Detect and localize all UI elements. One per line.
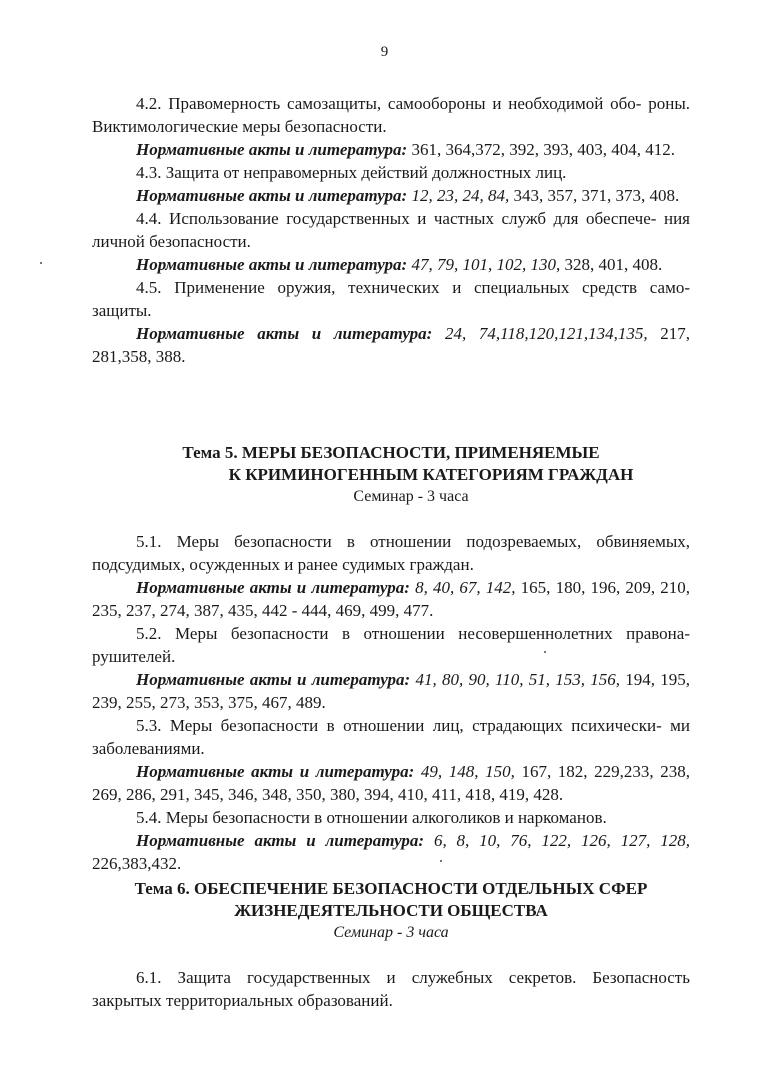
item-4-4-literature: Нормативные акты и литература: 47, 79, 101, 102, 130, 328, 401, 408. xyxy=(136,255,663,274)
item-6-1: 6.1. Защита государственных и служебных секретов. Безопасность закрытых территориальных образований. xyxy=(92,968,690,1010)
topic-5-seminar: Семинар - 3 часа xyxy=(353,488,469,505)
item-4-3-literature: Нормативные акты и литература: 12, 23, 24, 84, 343, 357, 371, 373, 408. xyxy=(136,186,680,205)
item-4-2: 4.2. Правомерность самозащиты, самообороны и необходимой обо- роны. Виктимологические меры безопасности. xyxy=(92,94,691,136)
item-4-3: 4.3. Защита от неправомерных действий должностных лиц. xyxy=(136,163,567,182)
item-4-4: 4.4. Использование государственных и частных служб для обеспече- ния личной безопасности. xyxy=(92,209,690,251)
topic-6-seminar: Семинар - 3 часа xyxy=(333,924,449,941)
topic-6-title-line1: Тема 6. ОБЕСПЕЧЕНИЕ БЕЗОПАСНОСТИ ОТДЕЛЬНЫХ СФЕР xyxy=(134,879,648,898)
item-5-3: 5.3. Меры безопасности в отношении лиц, страдающих психически- ми заболеваниями. xyxy=(92,716,691,758)
item-5-4-literature: Нормативные акты и литература: 6, 8, 10, 76, 122, 126, 127, 128, 226,383,432. xyxy=(92,831,691,873)
scan-speck xyxy=(440,860,442,862)
scan-speck xyxy=(544,651,546,653)
item-5-4: 5.4. Меры безопасности в отношении алкоголиков и наркоманов. xyxy=(136,808,607,827)
topic-6-heading xyxy=(92,878,690,944)
page-number: 9 xyxy=(380,44,389,60)
item-5-2-literature: Нормативные акты и литература: 41, 80, 90, 110, 51, 153, 156, 194, 195, 239, 255, 273, 353, 375, 467, 489. xyxy=(92,670,691,712)
item-5-1: 5.1. Меры безопасности в отношении подозреваемых, обвиняемых, подсудимых, осужденных и ранее судимых граждан. xyxy=(92,532,690,574)
topic-5-heading xyxy=(92,442,690,508)
item-4-5-literature: Нормативные акты и литература: 24, 74,118,120,121,134,135, 217, 281,358, 388. xyxy=(92,324,690,366)
topic-5-title-line2: К КРИМИНОГЕННЫМ КАТЕГОРИЯМ ГРАЖДАН xyxy=(228,465,634,484)
item-5-3-literature: Нормативные акты и литература: 49, 148, 150, 167, 182, 229,233, 238, 269, 286, 291, 345, 346, 348, 350, 380, 394, 410, 411, 418, 419, 428. xyxy=(92,762,691,804)
topic-5-title-line1: Тема 5. МЕРЫ БЕЗОПАСНОСТИ, ПРИМЕНЯЕМЫЕ xyxy=(182,443,600,462)
topic-6-title-line2: ЖИЗНЕДЕЯТЕЛЬНОСТИ ОБЩЕСТВА xyxy=(234,901,548,920)
item-5-1-literature: Нормативные акты и литература: 8, 40, 67, 142, 165, 180, 196, 209, 210, 235, 237, 274, 387, 435, 442 - 444, 469, 499, 477. xyxy=(92,578,691,620)
section-5-items xyxy=(92,530,690,875)
item-4-5: 4.5. Применение оружия, технических и специальных средств само- защиты. xyxy=(92,278,690,320)
scan-speck xyxy=(40,262,42,264)
section-4-items xyxy=(92,92,690,368)
item-4-2-literature: Нормативные акты и литература: 361, 364,372, 392, 393, 403, 404, 412. xyxy=(136,140,675,159)
section-6-items xyxy=(92,966,690,1012)
item-5-2: 5.2. Меры безопасности в отношении несовершеннолетних правона- рушителей. xyxy=(92,624,690,666)
